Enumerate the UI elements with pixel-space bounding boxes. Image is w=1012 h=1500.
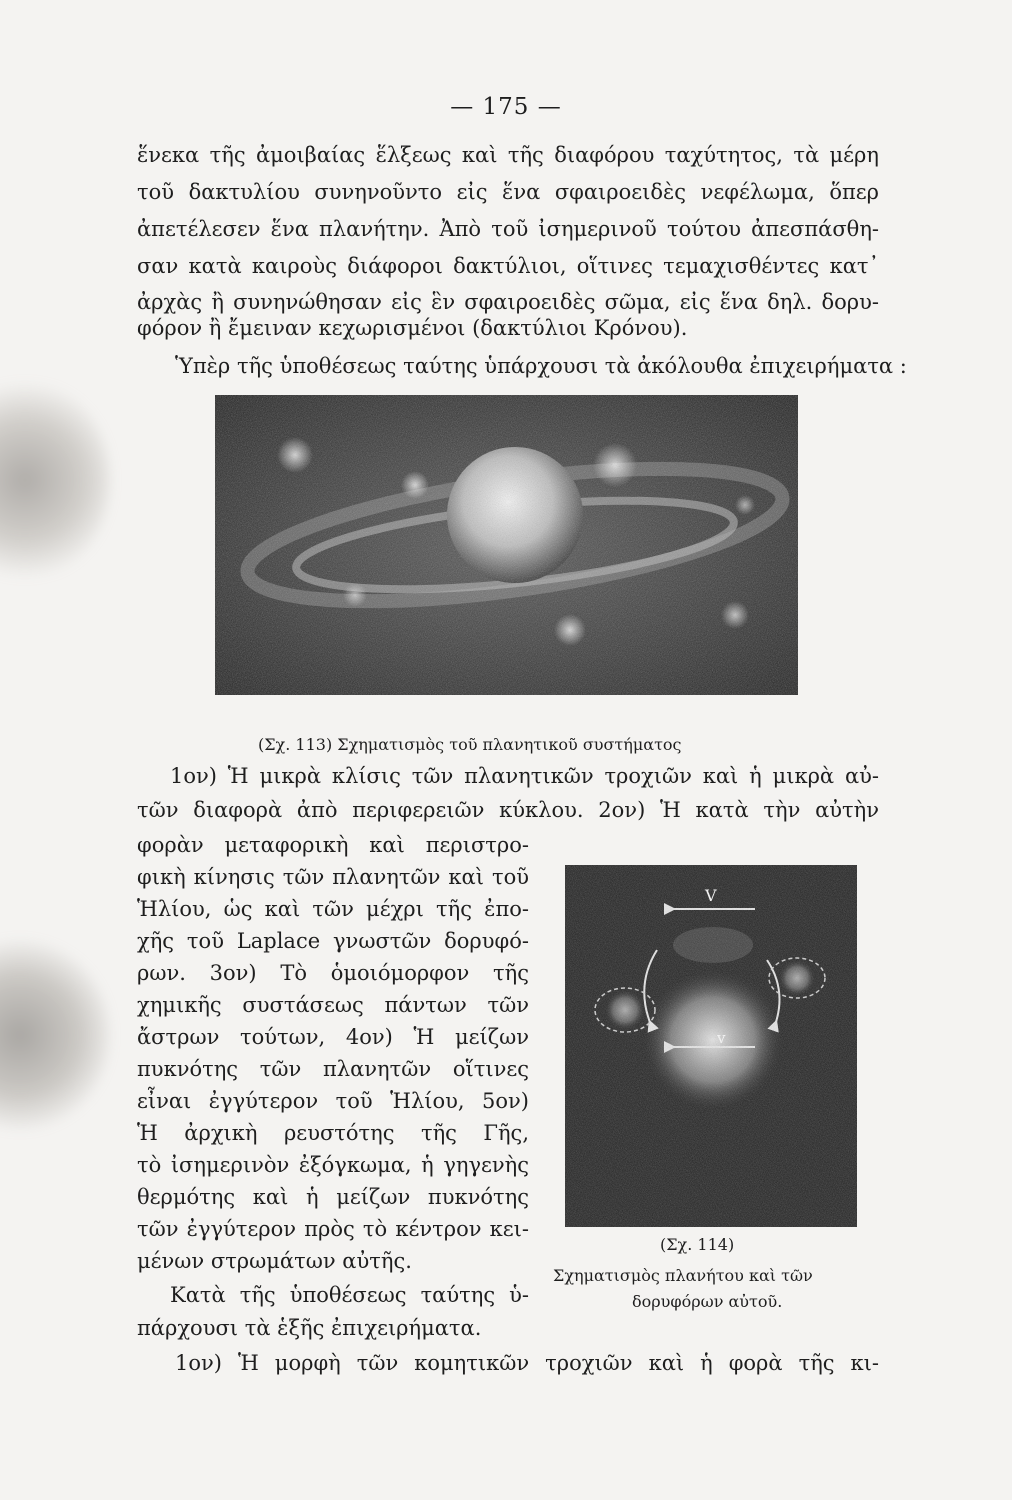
- text-line: τοῦ δακτυλίου συνηνοῦντο εἰς ἕνα σφαιροειδὲς νεφέλωμα, ὅπερ: [137, 180, 879, 204]
- text-line: φόρον ἢ ἔμειναν κεχωρισμένοι (δακτύλιοι Κρόνου).: [137, 316, 688, 340]
- paper-stain-lower: [0, 940, 110, 1130]
- text-line: Ἡ ἀρχικὴ ρευστότης τῆς Γῆς,: [137, 1121, 529, 1145]
- figure-113-image: [215, 395, 798, 695]
- text-line: τῶν διαφορὰ ἀπὸ περιφερειῶν κύκλου. 2ον) Ἡ κατὰ τὴν αὐτὴν: [137, 798, 879, 822]
- page-number: — 175 —: [450, 94, 562, 120]
- text-line: τὸ ἰσημερινὸν ἐξόγκωμα, ἡ γηγενὴς: [137, 1153, 529, 1177]
- text-line: ἕνεκα τῆς ἀμοιβαίας ἕλξεως καὶ τῆς διαφόρου ταχύτητος, τὰ μέρη: [137, 143, 879, 167]
- text-line: Κατὰ τῆς ὑποθέσεως ταύτης ὑ-: [170, 1283, 529, 1307]
- planetary-system-illustration: [215, 395, 798, 695]
- figure-114-number: (Σχ. 114): [660, 1235, 735, 1254]
- text-line: 1ον) Ἡ μορφὴ τῶν κομητικῶν τροχιῶν καὶ ἡ φορὰ τῆς κι-: [175, 1351, 879, 1375]
- text-line: Ὑπὲρ τῆς ὑποθέσεως ταύτης ὑπάρχουσι τὰ ἀκόλουθα ἐπιχειρήματα :: [175, 354, 907, 378]
- text-line: χημικῆς συστάσεως πάντων τῶν: [137, 993, 529, 1017]
- text-line: φορὰν μεταφορικὴ καὶ περιστρο-: [137, 833, 529, 857]
- text-line: σαν κατὰ καιροὺς διάφοροι δακτύλιοι, οἵτινες τεμαχισθέντες κατ᾽: [137, 254, 879, 278]
- text-line: μένων στρωμάτων αὐτῆς.: [137, 1249, 412, 1273]
- paper-stain-upper: [0, 380, 110, 580]
- text-line: ἀπετέλεσεν ἕνα πλανήτην. Ἀπὸ τοῦ ἰσημερινοῦ τούτου ἀπεσπάσθη-: [137, 217, 879, 241]
- text-line: τῶν ἐγγύτερον πρὸς τὸ κέντρον κει-: [137, 1217, 529, 1241]
- figure-114-caption-line1: Σχηματισμὸς πλανήτου καὶ τῶν: [553, 1266, 813, 1285]
- text-line: θερμότης καὶ ἡ μείζων πυκνότης: [137, 1185, 529, 1209]
- text-line: χῆς τοῦ Laplace γνωστῶν δορυφό-: [137, 929, 529, 953]
- figure-114-image: [565, 865, 857, 1227]
- text-line: ρων. 3ον) Τὸ ὁμοιόμορφον τῆς: [137, 961, 529, 985]
- figure-113-caption: (Σχ. 113) Σχηματισμὸς τοῦ πλανητικοῦ συστήματος: [258, 735, 682, 754]
- text-line: 1ον) Ἡ μικρὰ κλίσις τῶν πλανητικῶν τροχιῶν καὶ ἡ μικρὰ αὐ-: [170, 764, 879, 788]
- text-line: ἀρχὰς ἢ συνηνώθησαν εἰς ἓν σφαιροειδὲς σῶμα, εἰς ἕνα δηλ. δορυ-: [137, 290, 879, 314]
- figure-114-caption-line2: δορυφόρων αὐτοῦ.: [632, 1292, 783, 1311]
- planet-satellites-illustration: [565, 865, 857, 1227]
- text-line: φικὴ κίνησις τῶν πλανητῶν καὶ τοῦ: [137, 865, 529, 889]
- text-line: Ἡλίου, ὡς καὶ τῶν μέχρι τῆς ἐπο-: [137, 897, 529, 921]
- text-line: πυκνότης τῶν πλανητῶν οἵτινες: [137, 1057, 529, 1081]
- text-line: ἄστρων τούτων, 4ον) Ἡ μείζων: [137, 1025, 529, 1049]
- text-line: πάρχουσι τὰ ἑξῆς ἐπιχειρήματα.: [137, 1316, 482, 1340]
- text-line: εἶναι ἐγγύτερον τοῦ Ἡλίου, 5ον): [137, 1089, 529, 1113]
